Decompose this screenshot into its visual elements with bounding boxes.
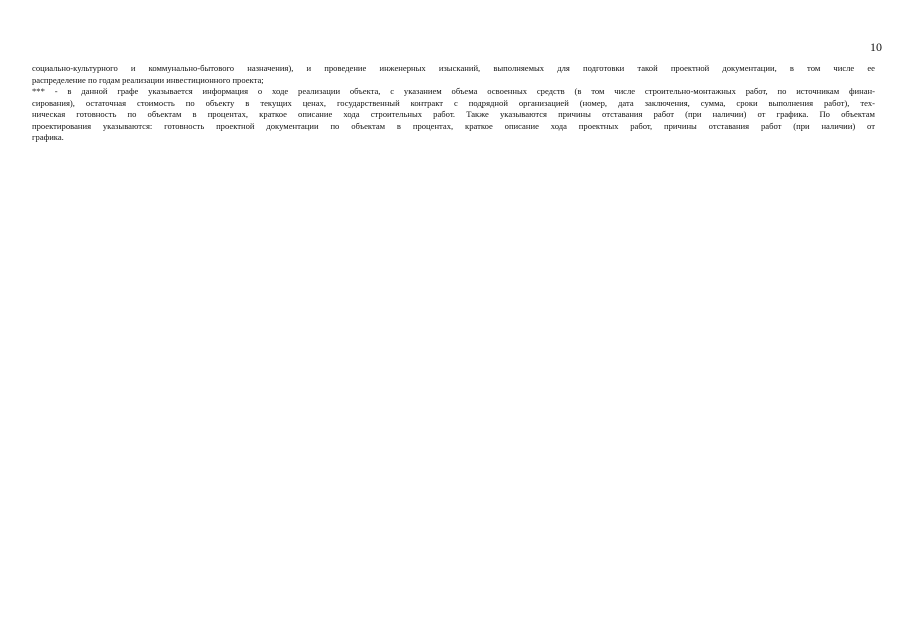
footnotes-block [32, 63, 875, 144]
page-number: 10 [870, 40, 882, 54]
footnote-line: проектирования указываются: готовность проектной документации по объектам в процентах, краткое описание хода проектных работ, причины отставания работ (при наличии) от [32, 120, 875, 131]
footnote-line: сирования), остаточная стоимость по объекту в текущих ценах, государственный контракт с подрядной организацией (номер, дата заключения, сумма, сроки выполнения работ), тех- [32, 97, 875, 108]
footnote-line: *** - в данной графе указывается информация о ходе реализации объекта, с указанием объема освоенных средств (в том числе строительно-монтажных работ, по источникам финан- [32, 86, 875, 96]
footnote-line: ническая готовность по объектам в процентах, краткое описание хода строительных работ. Также указываются причины отставания работ (при наличии) от графика. По объектам [32, 109, 875, 119]
footnote-line: распределение по годам реализации инвестиционного проекта; [32, 74, 264, 85]
footnote-line: социально-культурного и коммунально-бытового назначения), и проведение инженерных изысканий, выполняемых для подготовки такой проектной документации, в том числе ее [32, 63, 875, 73]
footnote-line: графика. [32, 132, 64, 142]
